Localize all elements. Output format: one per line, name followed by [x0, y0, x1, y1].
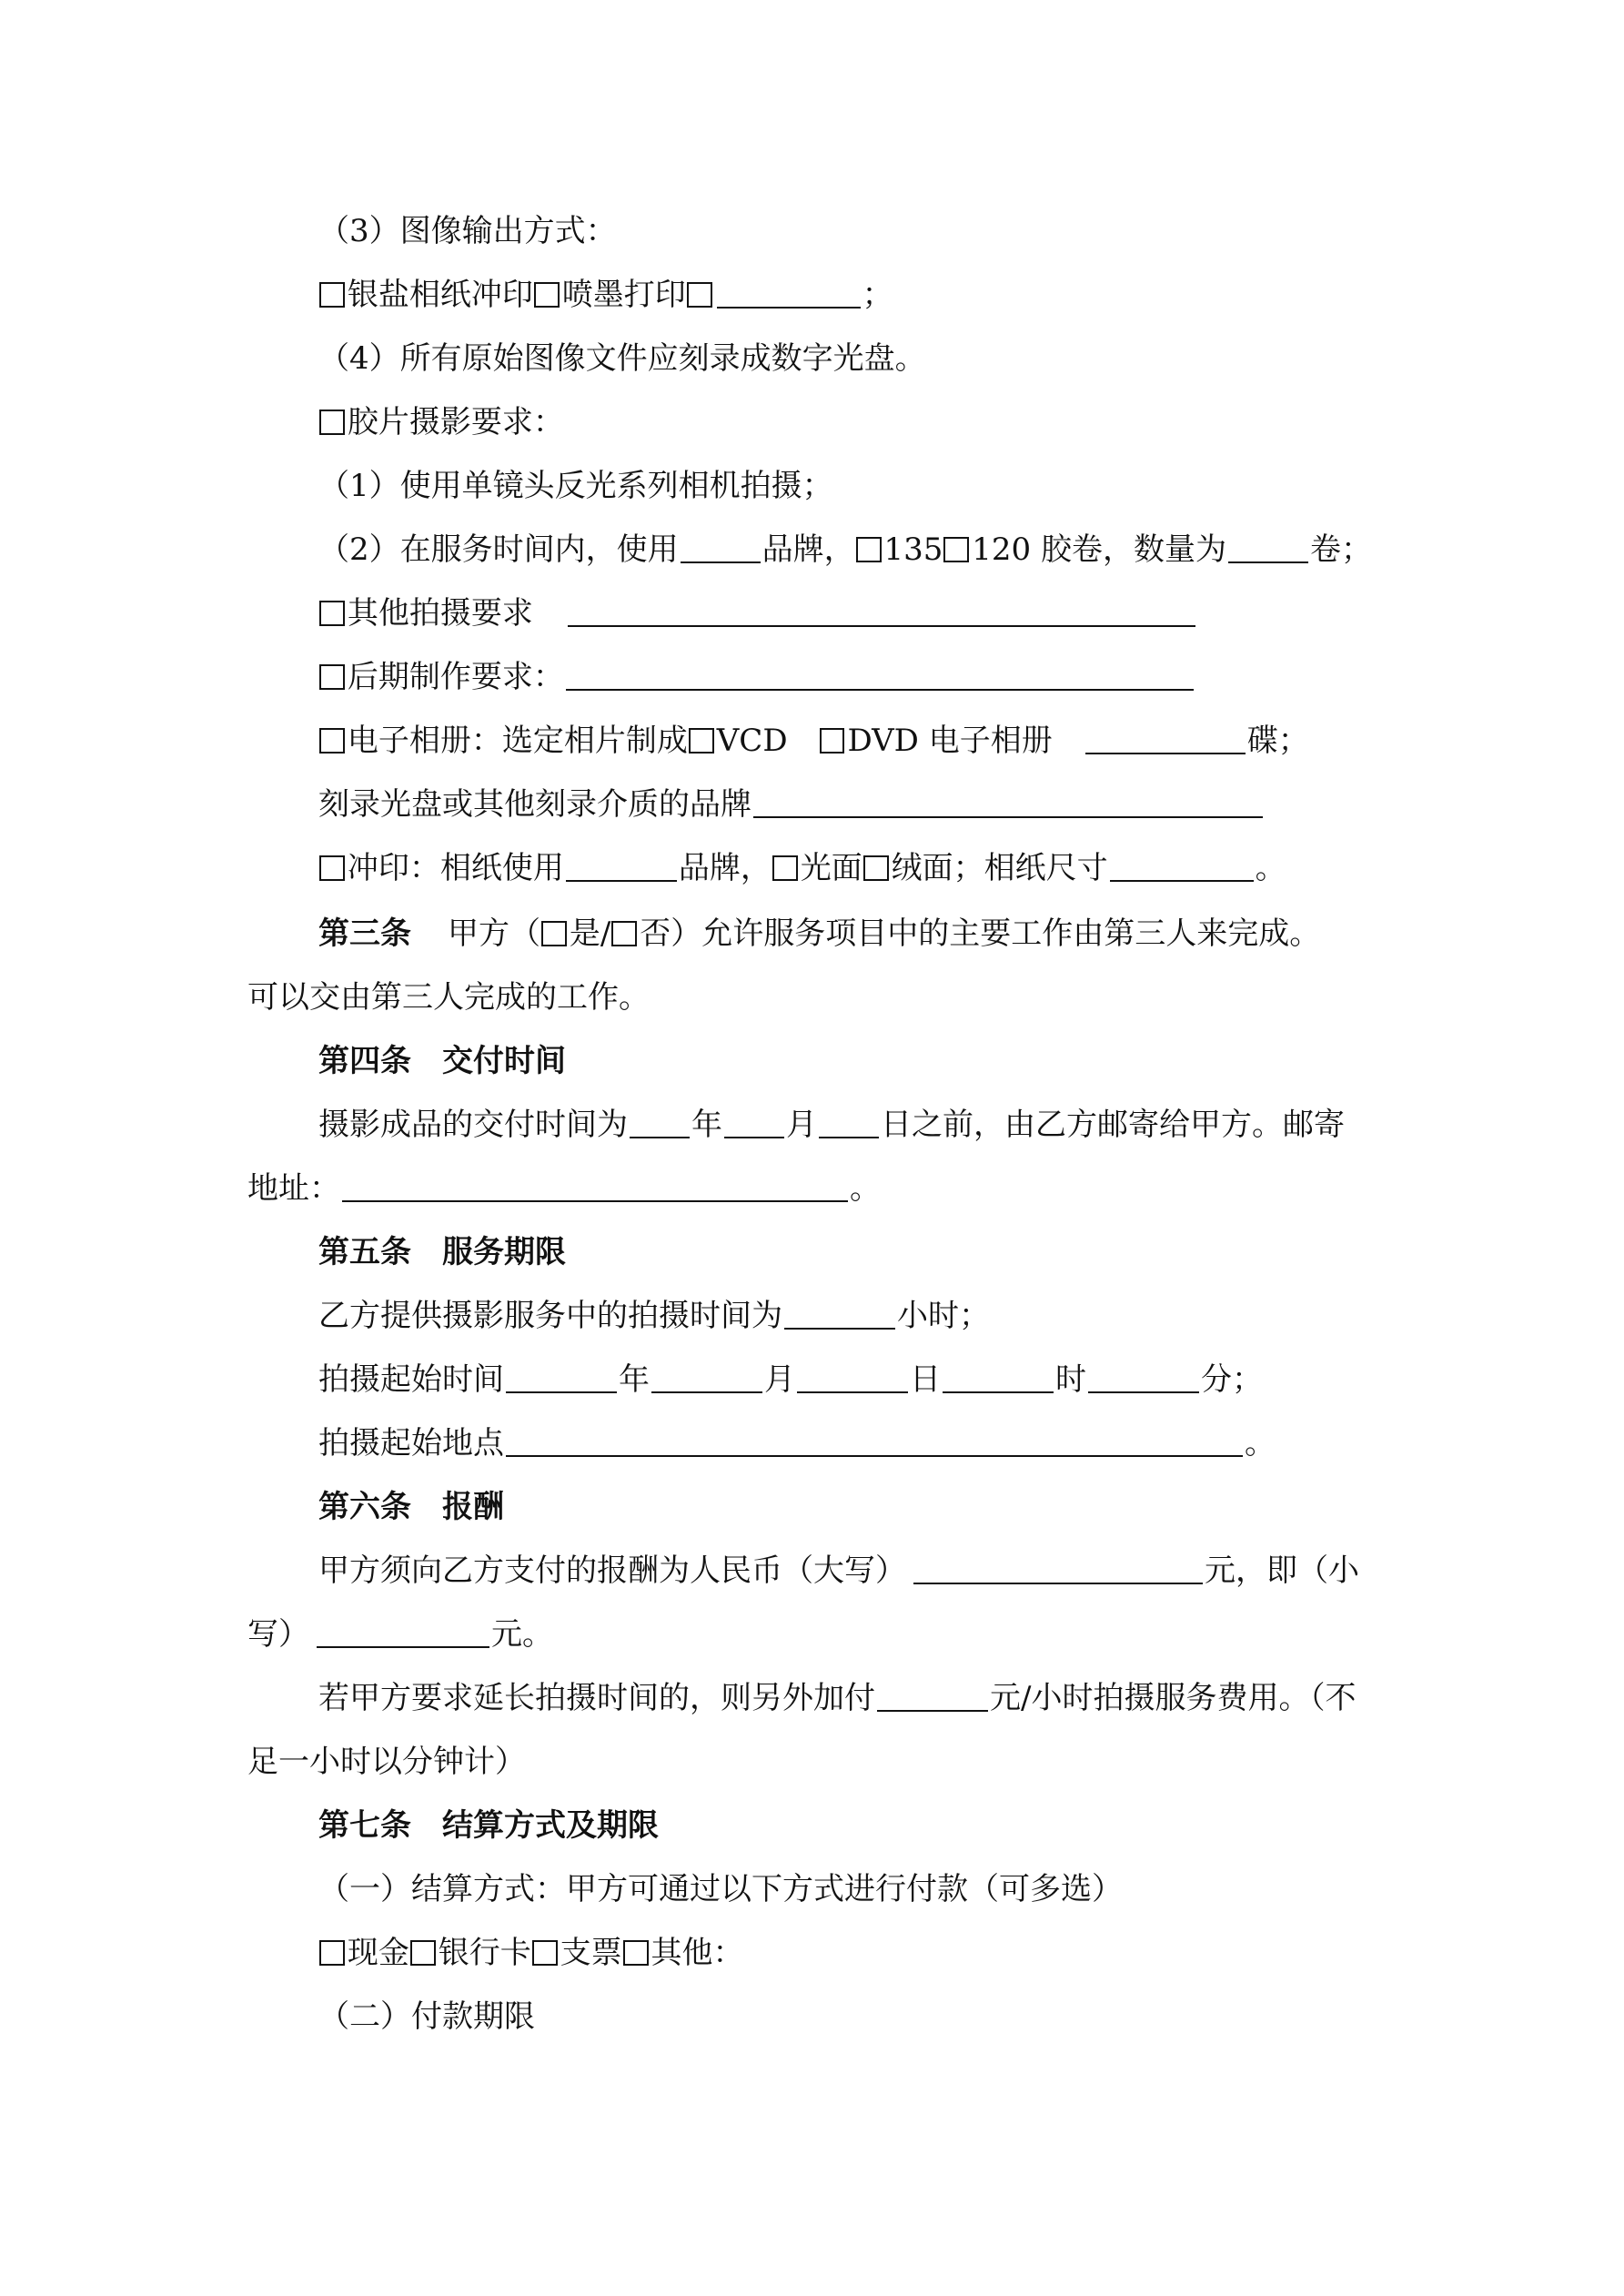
text: 若甲方要求延长拍摄时间的，则另外加付: [318, 1680, 875, 1716]
text: 可以交由第三人完成的工作。: [247, 979, 650, 1016]
fill-blank: [1085, 722, 1246, 754]
fill-blank: [630, 1106, 690, 1138]
text: 写）: [247, 1616, 309, 1653]
text: 年: [619, 1361, 650, 1398]
checkbox-icon: [623, 1940, 649, 1966]
paragraph: [318, 1352, 1263, 1407]
text: 第六条 报酬: [318, 1489, 504, 1525]
checkbox-icon: [410, 1940, 436, 1966]
fill-blank: [943, 1360, 1054, 1393]
text: 拍摄起始时间: [318, 1361, 504, 1398]
text: 。: [1255, 850, 1286, 886]
fill-blank: [1228, 531, 1308, 563]
text: 品牌，: [678, 850, 772, 886]
text: 足一小时以分钟计）: [247, 1744, 526, 1780]
checkbox-icon: [689, 728, 714, 754]
text: （4）所有原始图像文件应刻录成数字光盘。: [318, 340, 926, 377]
article-heading: 第三条: [318, 915, 411, 952]
text: 支票: [560, 1935, 622, 1971]
text: 品牌，: [762, 531, 855, 568]
text: ；: [862, 277, 893, 313]
paragraph: [318, 1289, 990, 1343]
text: 绒面；相纸尺寸: [891, 850, 1108, 886]
text: 元。: [491, 1616, 553, 1653]
paragraph: [247, 1735, 526, 1789]
fill-blank: [566, 849, 677, 882]
checkbox-icon: [611, 921, 637, 946]
paragraph: [318, 522, 1372, 577]
text: 是/: [569, 915, 611, 952]
checkbox-icon: [319, 728, 345, 754]
text: DVD 电子相册: [847, 723, 1053, 759]
text: VCD: [716, 723, 788, 759]
text: 拍摄起始地点: [318, 1425, 504, 1462]
paragraph: [318, 459, 833, 513]
text: 卷；: [1310, 531, 1372, 568]
paragraph: [318, 268, 893, 322]
paragraph: [318, 1926, 744, 1980]
fill-blank: [784, 1297, 895, 1330]
text: 。: [850, 1170, 881, 1207]
article-heading: [318, 1798, 659, 1853]
fill-blank: [877, 1679, 988, 1712]
paragraph: [318, 586, 1197, 641]
fill-blank: [566, 658, 1194, 691]
text: 135: [883, 531, 943, 568]
text: 否）允许服务项目中的主要工作由第三人来完成。: [640, 915, 1321, 952]
text: 光面: [800, 850, 862, 886]
paragraph: [247, 1161, 881, 1216]
checkbox-icon: [856, 537, 882, 562]
paragraph: [318, 1416, 1276, 1471]
text: 地址：: [247, 1170, 340, 1207]
text: （2）在服务时间内，使用: [318, 531, 679, 568]
fill-blank: [506, 1360, 617, 1393]
paragraph: [318, 204, 617, 258]
fill-blank: [506, 1424, 1243, 1457]
fill-blank: [342, 1169, 848, 1202]
text: 电子相册：选定相片制成: [347, 723, 688, 759]
text: 碟；: [1246, 723, 1309, 759]
text: 120 胶卷，数量为: [972, 531, 1226, 568]
text: 日: [910, 1361, 941, 1398]
text: 甲方须向乙方支付的报酬为人民币（大写）: [318, 1553, 906, 1589]
article-3: [318, 906, 1320, 961]
fill-blank: [681, 531, 761, 563]
checkbox-icon: [534, 282, 560, 308]
text: 乙方提供摄影服务中的拍摄时间为: [318, 1298, 782, 1334]
fill-blank: [724, 1106, 784, 1138]
text: 元/小时拍摄服务费用。（不: [990, 1680, 1357, 1716]
text: 。: [1245, 1425, 1276, 1462]
text: 日之前，由乙方邮寄给甲方。邮寄: [881, 1107, 1345, 1143]
checkbox-icon: [319, 410, 345, 435]
text: 喷墨打印: [561, 277, 686, 313]
article-heading: [318, 1480, 504, 1534]
text: 月: [764, 1361, 795, 1398]
text: 胶片摄影要求：: [347, 404, 564, 440]
checkbox-icon: [820, 728, 845, 754]
article-heading: [318, 1225, 566, 1279]
paragraph: [318, 1862, 1123, 1917]
text: 摄影成品的交付时间为: [318, 1107, 628, 1143]
article-heading: [318, 1034, 566, 1088]
fill-blank: [753, 785, 1263, 818]
checkbox-icon: [319, 601, 345, 626]
text: （3）图像输出方式：: [318, 213, 617, 249]
fill-blank: [819, 1106, 879, 1138]
paragraph: [318, 650, 1195, 704]
checkbox-icon: [943, 537, 969, 562]
text: 第七条 结算方式及期限: [318, 1807, 659, 1844]
checkbox-icon: [863, 855, 889, 881]
checkbox-icon: [532, 1940, 558, 1966]
checkbox-icon: [541, 921, 567, 946]
checkbox-icon: [319, 1940, 345, 1966]
paragraph: [247, 970, 650, 1025]
text: （1）使用单镜头反光系列相机拍摄；: [318, 468, 833, 504]
fill-blank: [797, 1360, 908, 1393]
text: 时: [1055, 1361, 1086, 1398]
text: （一）结算方式：甲方可通过以下方式进行付款（可多选）: [318, 1871, 1123, 1907]
text: 刻录光盘或其他刻录介质的品牌: [318, 786, 751, 823]
text: 银盐相纸冲印: [347, 277, 533, 313]
text: 分；: [1201, 1361, 1263, 1398]
text: 银行卡: [438, 1935, 531, 1971]
fill-blank: [1110, 849, 1254, 882]
paragraph: [318, 1543, 1359, 1598]
paragraph: [318, 777, 1265, 832]
checkbox-icon: [687, 282, 712, 308]
paragraph: [247, 1607, 553, 1662]
paragraph: [318, 395, 564, 450]
paragraph: [318, 1097, 1345, 1152]
text: 第五条 服务期限: [318, 1234, 566, 1270]
text: 月: [786, 1107, 817, 1143]
fill-blank: [1088, 1360, 1199, 1393]
text: 元，即（小: [1205, 1553, 1359, 1589]
fill-blank: [317, 1615, 489, 1648]
paragraph: [318, 1989, 535, 2044]
text: 甲方（: [448, 915, 540, 952]
text: 后期制作要求：: [347, 659, 564, 695]
text: 小时；: [897, 1298, 990, 1334]
text: 冲印：相纸使用: [347, 850, 564, 886]
fill-blank: [913, 1552, 1203, 1584]
checkbox-icon: [319, 664, 345, 690]
fill-blank: [651, 1360, 762, 1393]
text: 第四条 交付时间: [318, 1043, 566, 1079]
fill-blank: [717, 276, 861, 308]
paragraph: [318, 713, 1309, 768]
checkbox-icon: [772, 855, 798, 881]
text: 其他：: [651, 1935, 744, 1971]
paragraph: [318, 841, 1286, 895]
paragraph: [318, 1671, 1356, 1725]
text: （二）付款期限: [318, 1998, 535, 2035]
text: 其他拍摄要求: [347, 595, 533, 632]
checkbox-icon: [319, 282, 345, 308]
paragraph: [318, 331, 926, 386]
text: 年: [691, 1107, 722, 1143]
checkbox-icon: [319, 855, 345, 881]
text: 现金: [347, 1935, 409, 1971]
fill-blank: [568, 594, 1195, 627]
